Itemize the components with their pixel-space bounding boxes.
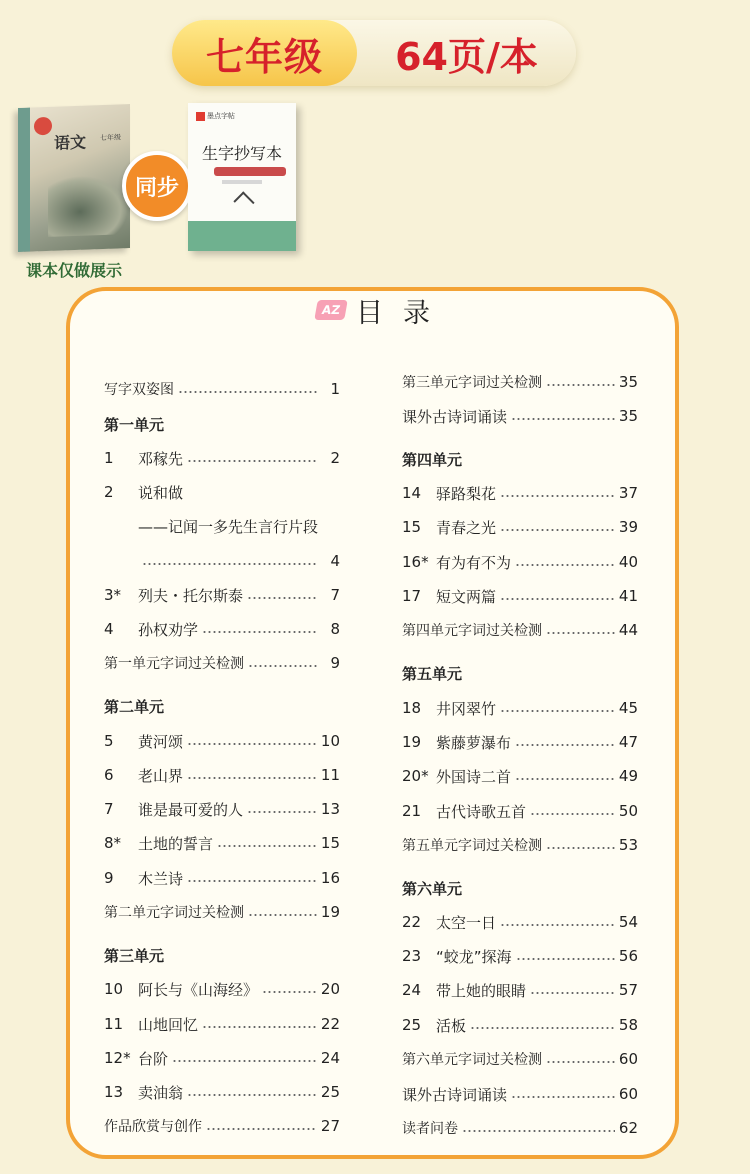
toc-entry-title: ——记闻一多先生言行片段 xyxy=(138,517,319,536)
cover-bottom-band xyxy=(188,221,296,251)
toc-entry-page: 35 xyxy=(618,373,638,391)
dot-leader xyxy=(187,1094,317,1096)
toc-entry-title: 作品欣赏与创作 xyxy=(104,1119,202,1135)
dot-leader xyxy=(248,914,317,916)
copybook-brand-text: 墨点字帖 xyxy=(207,112,235,120)
dot-leader xyxy=(142,563,318,565)
toc-entry xyxy=(402,978,638,1002)
cover-emblem-icon xyxy=(233,191,254,212)
dot-leader xyxy=(187,880,317,882)
toc-entry xyxy=(402,730,638,754)
toc-entry-title: 紫藤萝瀑布 xyxy=(436,733,512,752)
toc-entry xyxy=(104,377,340,401)
toc-entry-page: 60 xyxy=(618,1085,638,1103)
toc-entry xyxy=(104,1012,340,1036)
toc-entry-title: 太空一日 xyxy=(436,913,497,932)
toc-entry xyxy=(104,763,340,787)
toc-entry xyxy=(402,1116,638,1140)
toc-entry-number: 14 xyxy=(402,484,422,502)
toc-entry xyxy=(104,943,340,967)
toc-entry xyxy=(402,799,638,823)
toc-entry-title: 台阶 xyxy=(138,1049,169,1068)
dot-leader xyxy=(546,632,615,634)
toc-entry-number: 16* xyxy=(402,553,429,571)
toc-entry xyxy=(104,900,340,924)
toc-entry xyxy=(402,370,638,394)
dot-leader xyxy=(178,391,318,393)
toc-entry-number: 22 xyxy=(402,913,422,931)
dot-leader xyxy=(187,743,317,745)
toc-entry-page: 15 xyxy=(320,834,340,852)
toc-entry-number: 3* xyxy=(104,586,122,604)
toc-entry xyxy=(104,412,340,436)
dot-leader xyxy=(500,924,615,926)
toc-entry-page: 22 xyxy=(320,1015,340,1033)
toc-entry-page: 50 xyxy=(618,802,638,820)
toc-entry-title: 第三单元字词过关检测 xyxy=(402,375,542,391)
toc-entry-page: 19 xyxy=(320,903,340,921)
toc-entry-title: 第二单元字词过关检测 xyxy=(104,905,244,921)
unit-heading: 第一单元 xyxy=(104,415,165,434)
toc-entry xyxy=(402,584,638,608)
dot-leader xyxy=(217,845,317,847)
dot-leader xyxy=(247,811,317,813)
cover-ribbon xyxy=(214,167,286,176)
grade-badge: 七年级 xyxy=(172,20,357,86)
toc-entry-title: 读者问卷 xyxy=(402,1121,458,1137)
landscape-painting xyxy=(48,174,128,237)
toc-entry-title: 活板 xyxy=(436,1016,467,1035)
toc-entry xyxy=(104,797,340,821)
toc-entry-title: 谁是最可爱的人 xyxy=(138,800,244,819)
toc-entry xyxy=(402,618,638,642)
toc-entry-page: 7 xyxy=(330,586,340,604)
toc-entry-page: 54 xyxy=(618,913,638,931)
toc-entry-title: 卖油翁 xyxy=(138,1083,184,1102)
dot-leader xyxy=(500,710,615,712)
toc-entry-page: 25 xyxy=(320,1083,340,1101)
unit-heading: 第四单元 xyxy=(402,450,463,469)
toc-entry xyxy=(104,729,340,753)
toc-entry xyxy=(104,617,340,641)
toc-entry-page: 4 xyxy=(330,552,340,570)
publisher-logo-icon xyxy=(34,117,52,136)
dot-leader xyxy=(515,744,615,746)
dot-leader xyxy=(546,847,615,849)
toc-entry-page: 9 xyxy=(330,654,340,672)
toc-entry xyxy=(402,696,638,720)
az-icon: AZ xyxy=(314,300,348,320)
dot-leader xyxy=(206,1128,317,1130)
toc-entry-page: 57 xyxy=(618,981,638,999)
toc-entry xyxy=(104,651,340,675)
toc-entry xyxy=(402,481,638,505)
dot-leader xyxy=(511,418,615,420)
toc-entry-number: 12* xyxy=(104,1049,131,1067)
toc-entry xyxy=(402,515,638,539)
toc-entry-page: 40 xyxy=(618,553,638,571)
dot-leader xyxy=(530,992,615,994)
toc-entry-title: 有为有不为 xyxy=(436,553,512,572)
toc-header xyxy=(316,293,450,327)
dot-leader xyxy=(500,495,615,497)
unit-heading: 第五单元 xyxy=(402,664,463,683)
dot-leader xyxy=(470,1027,615,1029)
toc-entry-page: 11 xyxy=(320,766,340,784)
toc-entry-page: 13 xyxy=(320,800,340,818)
toc-entry-page: 44 xyxy=(618,621,638,639)
toc-entry xyxy=(402,661,638,685)
toc-entry-page: 53 xyxy=(618,836,638,854)
toc-entry-page: 49 xyxy=(618,767,638,785)
toc-entry-title: 外国诗二首 xyxy=(436,767,512,786)
toc-entry-title: 阿长与《山海经》 xyxy=(138,980,259,999)
toc-entry-number: 1 xyxy=(104,449,114,467)
page-count: 64页/本 xyxy=(395,34,538,79)
toc-entry xyxy=(104,480,340,504)
toc-entry-number: 4 xyxy=(104,620,114,638)
toc-entry xyxy=(402,1047,638,1071)
toc-entry-page: 2 xyxy=(330,449,340,467)
copybook-title: 生字抄写本 xyxy=(201,144,282,163)
toc-entry-title: 第一单元字词过关检测 xyxy=(104,656,244,672)
toc-entry-number: 2 xyxy=(104,483,114,501)
textbook-cover-image xyxy=(18,104,130,252)
toc-entry-number: 19 xyxy=(402,733,422,751)
toc-entry-number: 9 xyxy=(104,869,114,887)
dot-leader xyxy=(202,631,318,633)
toc-entry-title: 第五单元字词过关检测 xyxy=(402,838,542,854)
toc-entry xyxy=(402,1082,638,1106)
dot-leader xyxy=(511,1096,615,1098)
toc-entry-page: 56 xyxy=(618,947,638,965)
toc-entry-title: 说和做 xyxy=(138,483,184,502)
dot-leader xyxy=(248,665,318,667)
textbook-title: 语文 xyxy=(54,132,87,153)
dot-leader xyxy=(172,1060,317,1062)
toc-entry-number: 11 xyxy=(104,1015,124,1033)
toc-entry-page: 41 xyxy=(618,587,638,605)
toc-title: 目录 xyxy=(356,297,450,329)
toc-entry-title: 井冈翠竹 xyxy=(436,699,497,718)
toc-entry-page: 27 xyxy=(320,1117,340,1135)
dot-leader xyxy=(262,991,317,993)
toc-entry-number: 24 xyxy=(402,981,422,999)
dot-leader xyxy=(530,813,615,815)
brand-logo-icon xyxy=(196,112,205,121)
toc-entry-title: 土地的誓言 xyxy=(138,834,214,853)
toc-entry-title: 写字双姿图 xyxy=(104,382,174,398)
toc-entry-number: 8* xyxy=(104,834,122,852)
toc-entry xyxy=(104,831,340,855)
dot-leader xyxy=(546,384,615,386)
toc-entry-number: 10 xyxy=(104,980,124,998)
toc-entry-title: 第四单元字词过关检测 xyxy=(402,623,542,639)
toc-entry-title: 短文两篇 xyxy=(436,587,497,606)
toc-entry-title: 老山界 xyxy=(138,766,184,785)
toc-entry-page: 62 xyxy=(618,1119,638,1137)
display-caption: 课本仅做展示 xyxy=(26,261,123,280)
toc-entry-number: 21 xyxy=(402,802,422,820)
toc-entry-title: 第六单元字词过关检测 xyxy=(402,1052,542,1068)
toc-entry-page: 58 xyxy=(618,1016,638,1034)
toc-entry xyxy=(104,1046,340,1070)
toc-entry-page: 45 xyxy=(618,699,638,717)
toc-entry xyxy=(104,583,340,607)
toc-entry-page: 37 xyxy=(618,484,638,502)
toc-entry-title: “蛟龙”探海 xyxy=(436,947,512,966)
dot-leader xyxy=(462,1130,615,1132)
copybook-brand xyxy=(196,111,235,121)
toc-entry xyxy=(402,944,638,968)
toc-entry-number: 17 xyxy=(402,587,422,605)
toc-entry xyxy=(402,447,638,471)
toc-entry-title: 孙权劝学 xyxy=(138,620,199,639)
toc-entry-title: 带上她的眼睛 xyxy=(436,981,527,1000)
toc-entry-page: 8 xyxy=(330,620,340,638)
toc-entry-page: 60 xyxy=(618,1050,638,1068)
toc-entry-title: 古代诗歌五首 xyxy=(436,802,527,821)
dot-leader xyxy=(500,529,615,531)
toc-entry-title: 列夫・托尔斯泰 xyxy=(138,586,244,605)
toc-entry xyxy=(104,977,340,1001)
unit-heading: 第三单元 xyxy=(104,946,165,965)
dot-leader xyxy=(247,597,318,599)
toc-entry-number: 23 xyxy=(402,947,422,965)
toc-entry-page: 39 xyxy=(618,518,638,536)
toc-entry-title: 课外古诗词诵读 xyxy=(402,1085,508,1104)
toc-entry-number: 7 xyxy=(104,800,114,818)
unit-heading: 第二单元 xyxy=(104,697,165,716)
toc-entry-page: 10 xyxy=(320,732,340,750)
toc-entry-title: 青春之光 xyxy=(436,518,497,537)
toc-entry xyxy=(104,514,340,538)
toc-entry-number: 15 xyxy=(402,518,422,536)
toc-entry xyxy=(402,876,638,900)
top-banner xyxy=(172,20,576,86)
cover-subtitle-line xyxy=(222,180,262,184)
sync-badge: 同步 xyxy=(122,151,192,221)
toc-entry-number: 18 xyxy=(402,699,422,717)
toc-entry xyxy=(104,446,340,470)
dot-leader xyxy=(515,778,615,780)
toc-entry-number: 6 xyxy=(104,766,114,784)
dot-leader xyxy=(516,958,615,960)
toc-entry-number: 5 xyxy=(104,732,114,750)
dot-leader xyxy=(187,460,318,462)
toc-entry xyxy=(402,764,638,788)
dot-leader xyxy=(202,1026,317,1028)
toc-entry-title: 黄河颂 xyxy=(138,732,184,751)
toc-entry xyxy=(104,866,340,890)
toc-entry-page: 20 xyxy=(320,980,340,998)
toc-entry-title: 邓稼先 xyxy=(138,449,184,468)
book-spine xyxy=(18,108,30,252)
toc-entry-page: 1 xyxy=(330,380,340,398)
dot-leader xyxy=(515,564,615,566)
copybook-cover-image xyxy=(188,103,296,251)
toc-entry-page: 47 xyxy=(618,733,638,751)
toc-entry-number: 25 xyxy=(402,1016,422,1034)
toc-entry-title: 木兰诗 xyxy=(138,869,184,888)
toc-entry xyxy=(402,910,638,934)
toc-entry-title: 山地回忆 xyxy=(138,1015,199,1034)
unit-heading: 第六单元 xyxy=(402,879,463,898)
dot-leader xyxy=(500,598,615,600)
toc-entry xyxy=(104,1114,340,1138)
toc-entry-page: 35 xyxy=(618,407,638,425)
toc-entry-title: 驿路梨花 xyxy=(436,484,497,503)
dot-leader xyxy=(546,1061,615,1063)
textbook-grade: 七年级 xyxy=(100,133,121,143)
toc-entry xyxy=(104,549,340,573)
toc-entry-title: 课外古诗词诵读 xyxy=(402,407,508,426)
dot-leader xyxy=(187,777,317,779)
toc-entry-page: 24 xyxy=(320,1049,340,1067)
toc-entry-number: 13 xyxy=(104,1083,124,1101)
toc-entry-page: 16 xyxy=(320,869,340,887)
toc-entry xyxy=(402,1013,638,1037)
toc-entry-number: 20* xyxy=(402,767,429,785)
toc-entry xyxy=(104,1080,340,1104)
toc-entry xyxy=(402,833,638,857)
toc-entry xyxy=(402,550,638,574)
toc-entry xyxy=(402,404,638,428)
toc-entry xyxy=(104,694,340,718)
